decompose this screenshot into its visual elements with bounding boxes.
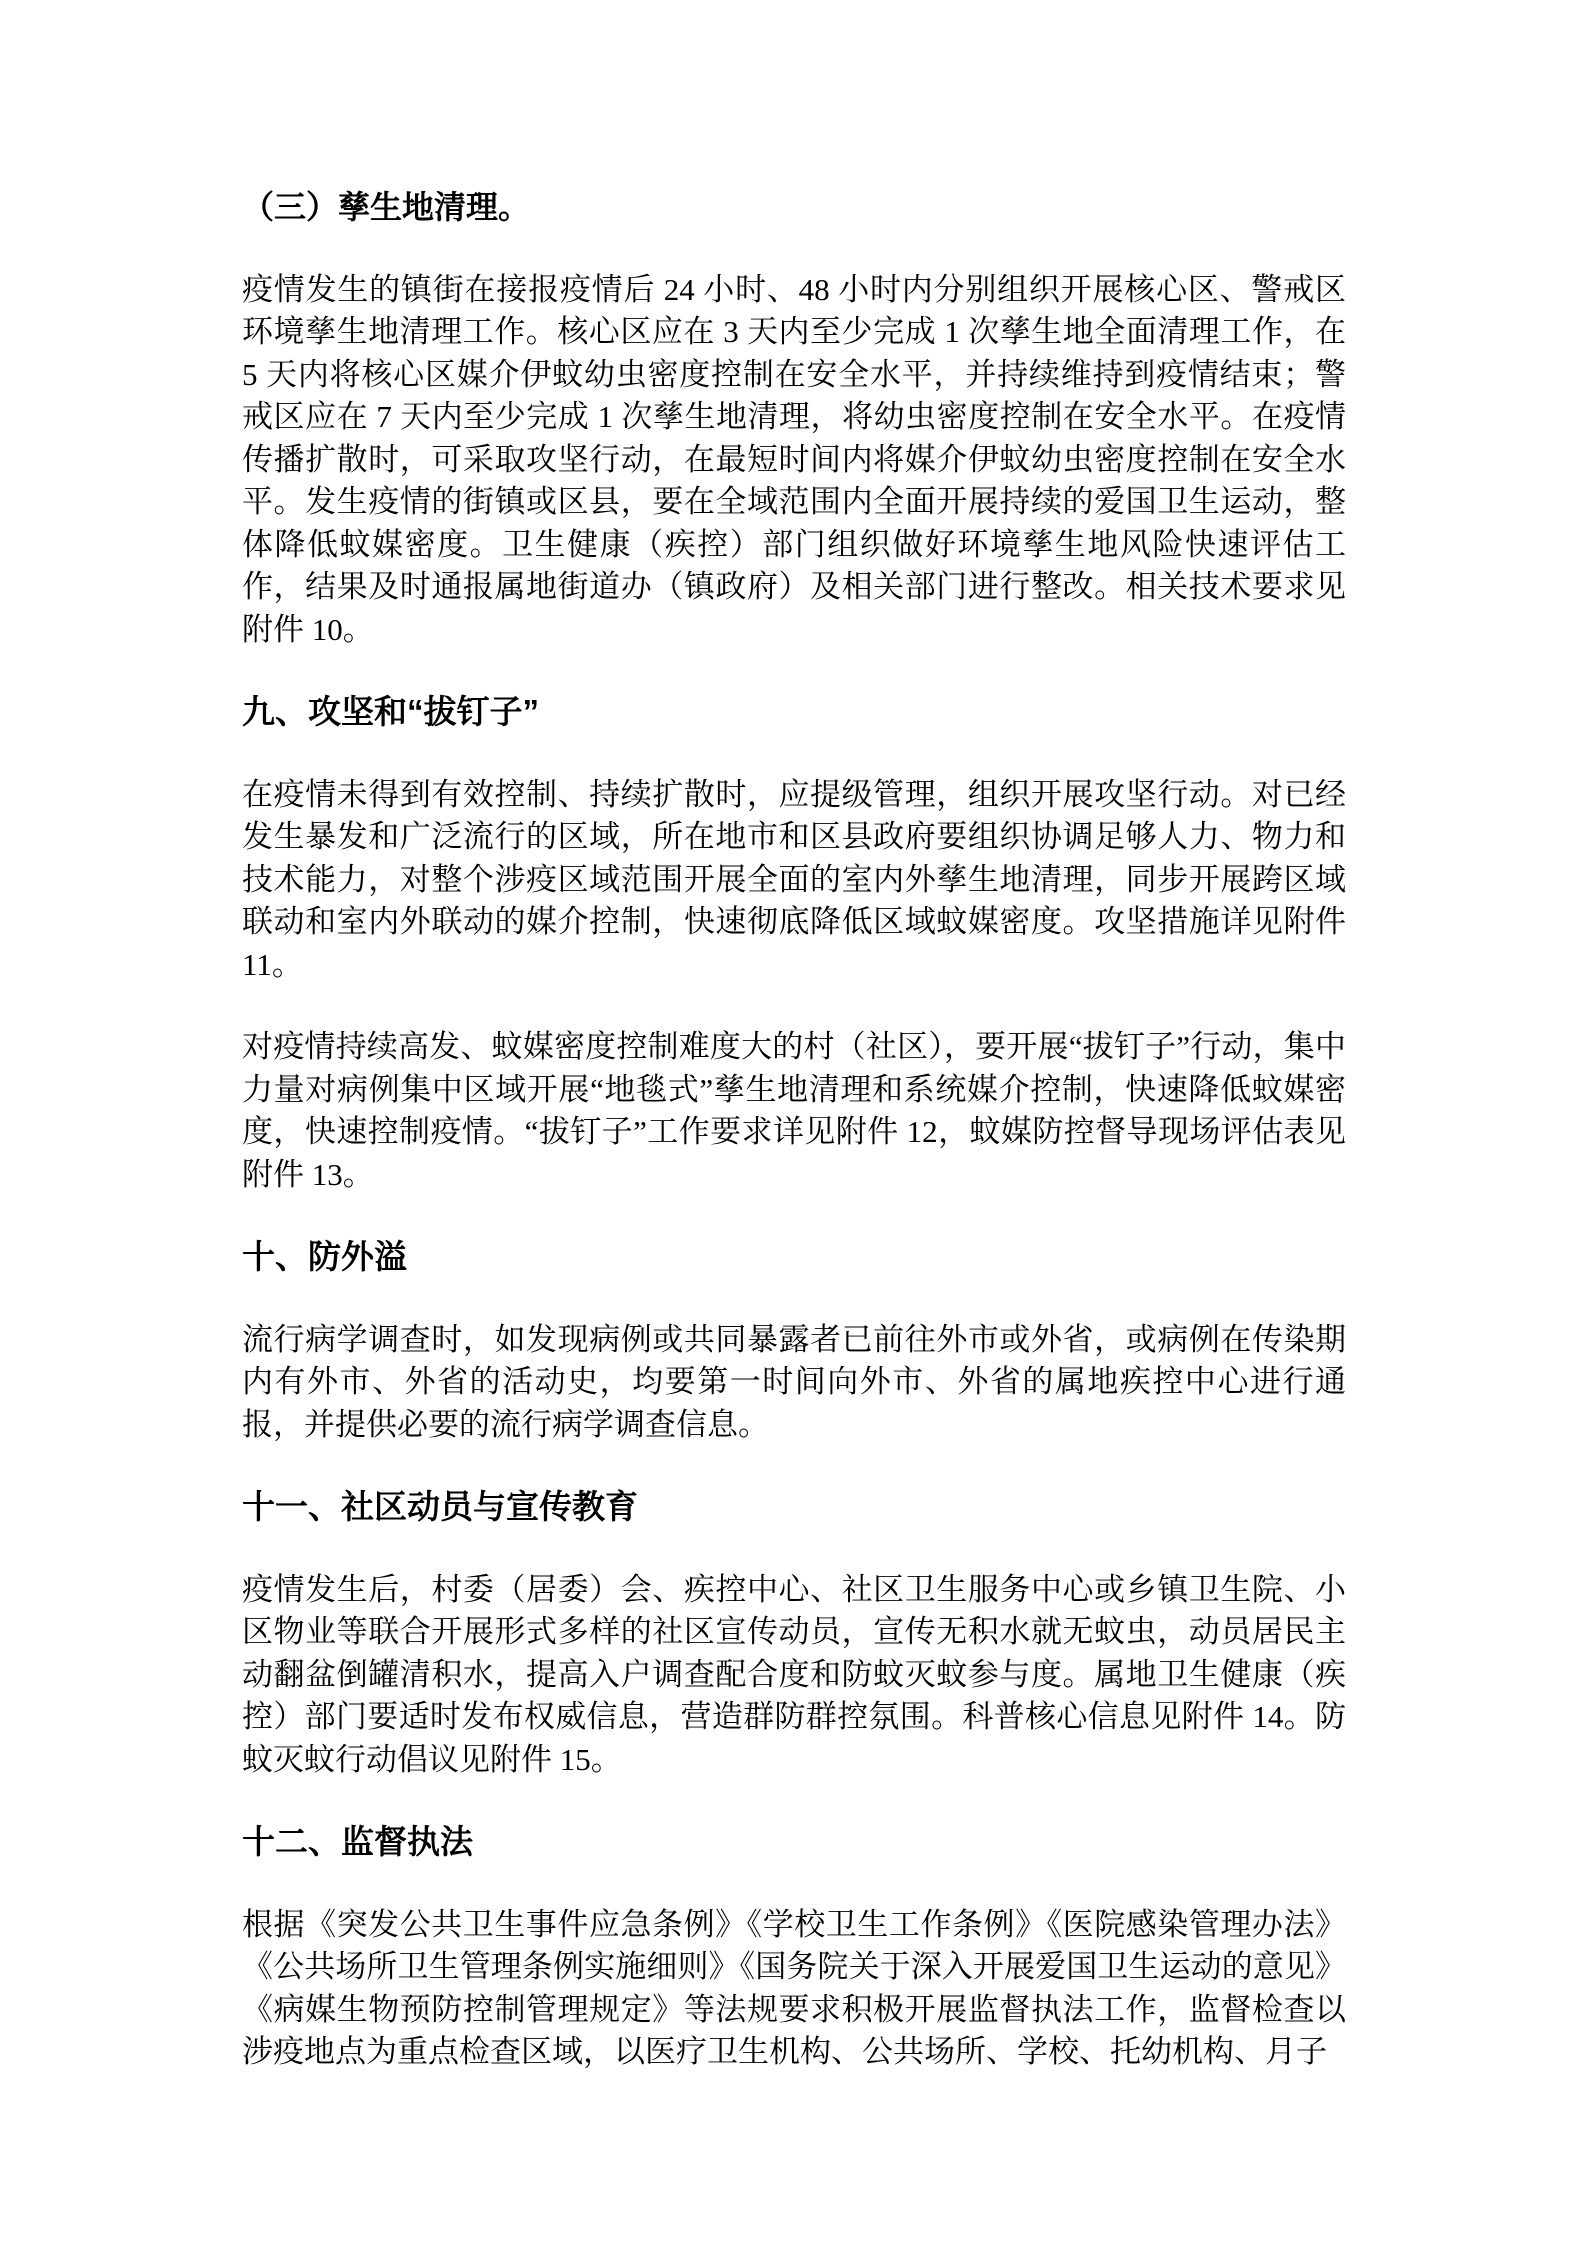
paragraph-supervision-enforcement: 根据《突发公共卫生事件应急条例》《学校卫生工作条例》《医院感染管理办法》《公共场所卫生管理条例实施细则》《国务院关于深入开展爱国卫生运动的意见》《病媒生物预防控制管理规定》等法规要求积极开展监督执法工作，监督检查以涉疫地点为重点检查区域，以医疗卫生机构、公共场所、学校、托幼机构、月子	[242, 1906, 1346, 2069]
paragraph-community-mobilization: 疫情发生后，村委（居委）会、疾控中心、社区卫生服务中心或乡镇卫生院、小区物业等联合开展形式多样的社区宣传动员，宣传无积水就无蚊虫，动员居民主动翻盆倒罐清积水，提高入户调查配合度和防蚊灭蚊参与度。属地卫生健康（疾控）部门要适时发布权威信息，营造群防群控氛围。科普核心信息见附件 14。防蚊灭蚊行动倡议见附件 15。	[242, 1571, 1346, 1777]
section-heading-11-community-mobilization: 十一、社区动员与宣传教育	[242, 1488, 638, 1525]
section-heading-12-supervision-enforcement: 十二、监督执法	[242, 1823, 473, 1860]
subsection-heading-breeding-site-cleanup: （三）孳生地清理。	[242, 189, 531, 225]
paragraph-prevent-spillover: 流行病学调查时，如发现病例或共同暴露者已前往外市或外省，或病例在传染期内有外市、外省的活动史，均要第一时间向外市、外省的属地疾控中心进行通报，并提供必要的流行病学调查信息。	[242, 1321, 1346, 1442]
paragraph-breeding-site-cleanup: 疫情发生的镇街在接报疫情后 24 小时、48 小时内分别组织开展核心区、警戒区环境孳生地清理工作。核心区应在 3 天内至少完成 1 次孳生地全面清理工作，在 5 天内将核心区媒介伊蚊幼虫密度控制在安全水平，并持续维持到疫情结束；警戒区应在 7 天内至少完成 1 次孳生地清理，将幼虫密度控制在安全水平。在疫情传播扩散时，可采取攻坚行动，在最短时间内将媒介伊蚊幼虫密度控制在安全水平。发生疫情的街镇或区县，要在全域范围内全面开展持续的爱国卫生运动，整体降低蚊媒密度。卫生健康（疾控）部门组织做好环境孳生地风险快速评估工作，结果及时通报属地街道办（镇政府）及相关部门进行整改。相关技术要求见附件 10。	[242, 271, 1346, 647]
paragraph-assault-action: 在疫情未得到有效控制、持续扩散时，应提级管理，组织开展攻坚行动。对已经发生暴发和广泛流行的区域，所在地市和区县政府要组织协调足够人力、物力和技术能力，对整个涉疫区域范围开展全面的室内外孳生地清理，同步开展跨区域联动和室内外联动的媒介控制，快速彻底降低区域蚊媒密度。攻坚措施详见附件 11。	[242, 776, 1346, 982]
section-heading-10-prevent-spillover: 十、防外溢	[242, 1238, 407, 1275]
document-content	[242, 186, 1346, 2114]
paragraph-nail-pulling-action: 对疫情持续高发、蚊媒密度控制难度大的村（社区），要开展“拔钉子”行动，集中力量对病例集中区域开展“地毯式”孳生地清理和系统媒介控制，快速降低蚊媒密度，快速控制疫情。“拔钉子”工作要求详见附件 12，蚊媒防控督导现场评估表见附件 13。	[242, 1029, 1346, 1192]
section-heading-9-assault-and-nail-pulling: 九、攻坚和“拔钉子”	[242, 693, 539, 730]
